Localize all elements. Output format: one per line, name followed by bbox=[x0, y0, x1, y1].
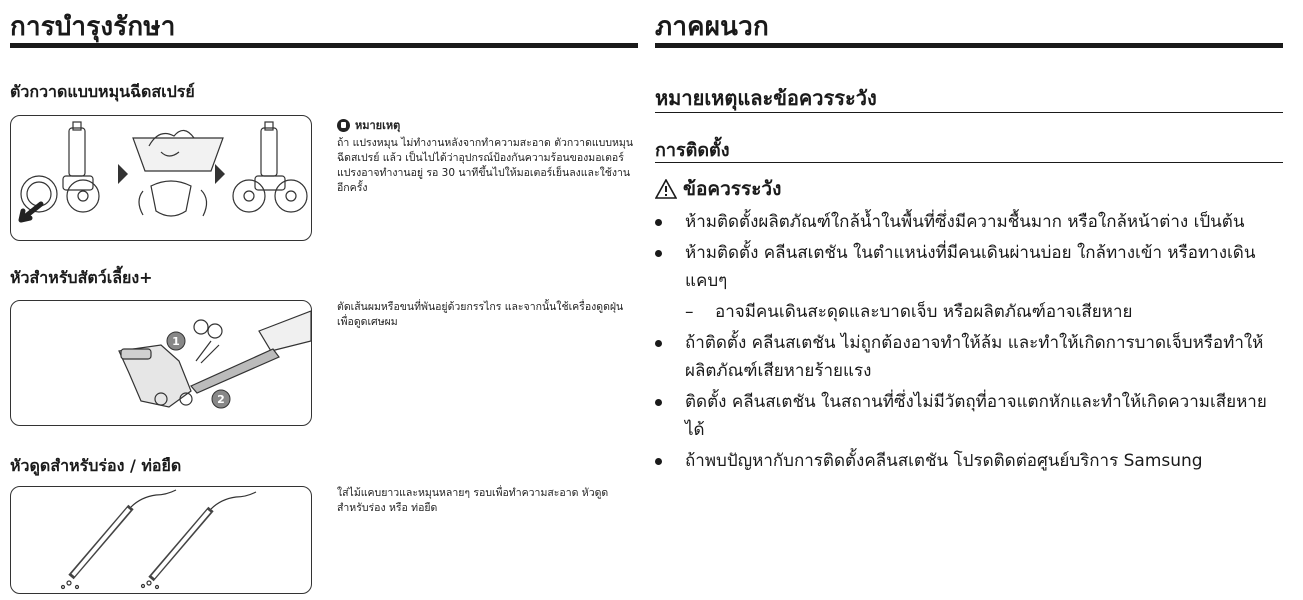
warning-icon bbox=[655, 179, 677, 199]
installation-heading: การติดตั้ง bbox=[655, 140, 730, 161]
caution-list bbox=[655, 208, 1283, 478]
callout-2: 2 bbox=[217, 393, 225, 406]
caution-label: ข้อควรระวัง bbox=[683, 178, 782, 200]
appendix-title-rule bbox=[655, 43, 1283, 48]
crevice-tool-text: ใส่ไม้แคบยาวและหมุนหลายๆ รอบเพื่อทำความสะอาด หัวดูดสำหรับร่อง หรือ ท่อยืด bbox=[337, 487, 609, 514]
note-icon bbox=[337, 119, 350, 132]
list-item: ห้ามติดตั้งผลิตภัณฑ์ใกล้น้ำในพื้นที่ซึ่งมีความชื้นมาก หรือใกล้หน้าต่าง เป็นต้น bbox=[655, 208, 1283, 236]
note-text: ถ้า แปรงหมุน ไม่ทำงานหลังจากทำความสะอาด ตัวกวาดแบบหมุนฉีดสเปรย์ แล้ว เป็นไปได้ว่าอุปกรณ์ป้องกันความร้อนของมอเตอร์แปรงอาจทำงานอยู่ รอ 30 นาทีขึ้นไปให้มอเตอร์เย็นลงและใช้งานอีกครั้ง bbox=[337, 137, 634, 194]
note-label: หมายเหตุ bbox=[355, 119, 401, 132]
title-rule bbox=[10, 43, 638, 48]
appendix-title: ภาคผนวก bbox=[655, 12, 769, 42]
spray-sweeper-note bbox=[337, 118, 637, 196]
spray-sweeper-illustration bbox=[10, 115, 312, 241]
notes-cautions-heading: หมายเหตุและข้อควรระวัง bbox=[655, 86, 877, 110]
notes-rule bbox=[655, 112, 1283, 113]
list-item: ถ้าพบปัญหากับการติดตั้งคลีนสเตชัน โปรดติดต่อศูนย์บริการ Samsung bbox=[655, 447, 1283, 475]
caution-header bbox=[655, 174, 781, 204]
crevice-tool-illustration bbox=[10, 486, 312, 594]
callout-1: 1 bbox=[172, 335, 180, 348]
list-subitem: – อาจมีคนเดินสะดุดและบาดเจ็บ หรือผลิตภัณฑ์อาจเสียหาย bbox=[685, 302, 1133, 322]
list-item: ติดตั้ง คลีนสเตชัน ในสถานที่ซึ่งไม่มีวัตถุที่อาจแตกหักและทำให้เกิดความเสียหายได้ bbox=[655, 388, 1283, 444]
crevice-tool-heading: หัวดูดสำหรับร่อง / ท่อยืด bbox=[10, 456, 182, 475]
list-item: ห้ามติดตั้ง คลีนสเตชัน ในตำแหน่งที่มีคนเดินผ่านบ่อย ใกล้ทางเข้า หรือทางเดินแคบๆ bbox=[655, 239, 1283, 295]
note-header bbox=[337, 118, 637, 133]
pet-tool-illustration bbox=[10, 300, 312, 426]
installation-rule bbox=[655, 162, 1283, 163]
spray-spinning-sweeper-heading: ตัวกวาดแบบหมุนฉีดสเปรย์ bbox=[10, 82, 195, 101]
maintenance-title: การบำรุงรักษา bbox=[10, 12, 176, 42]
list-item: ถ้าติดตั้ง คลีนสเตชัน ไม่ถูกต้องอาจทำให้ล้ม และทำให้เกิดการบาดเจ็บหรือทำให้ผลิตภัณฑ์เสียหายร้ายแรง bbox=[655, 329, 1283, 385]
pet-tool-heading: หัวสำหรับสัตว์เลี้ยง+ bbox=[10, 268, 153, 287]
pet-tool-text: ตัดเส้นผมหรือขนที่พันอยู่ด้วยกรรไกร และจากนั้นใช้เครื่องดูดฝุ่นเพื่อดูดเศษผม bbox=[337, 301, 624, 328]
